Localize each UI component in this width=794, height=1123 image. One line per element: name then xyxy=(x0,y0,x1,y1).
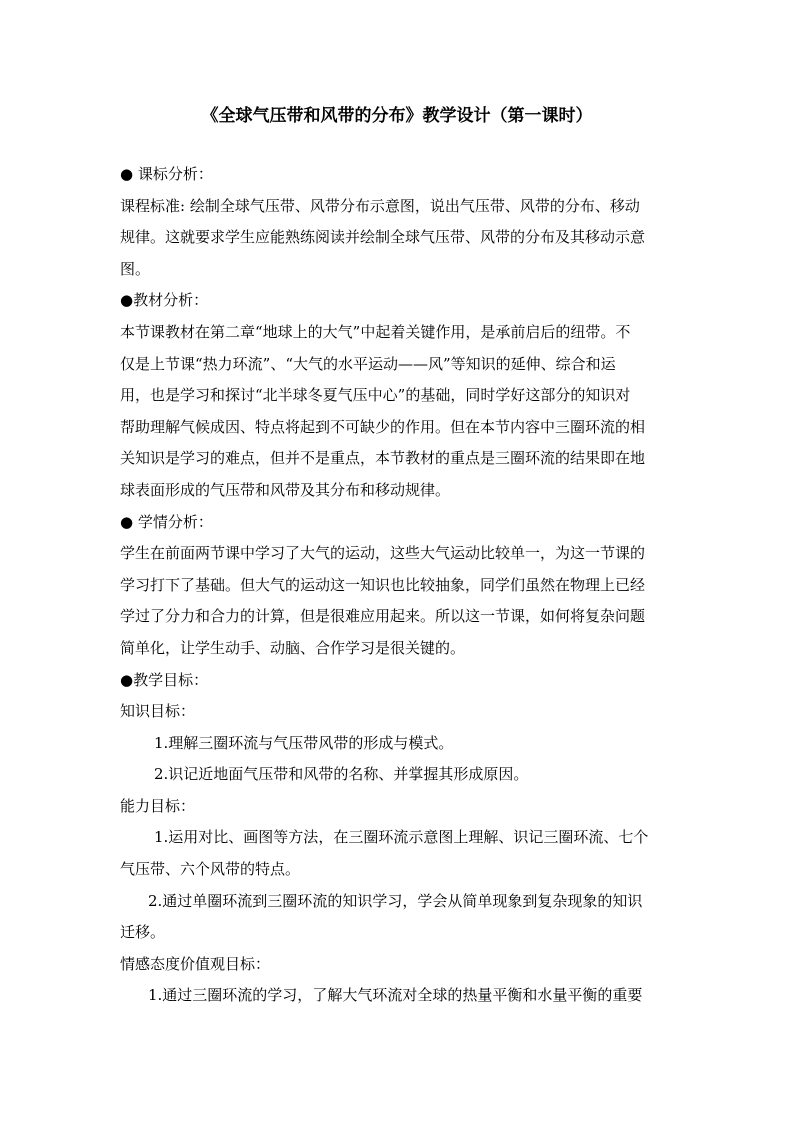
paragraph-line: 课程标准: 绘制全球气压带、风带分布示意图，说出气压带、风带的分布、移动 xyxy=(120,196,640,215)
subheading-values: 情感态度价值观目标： xyxy=(120,954,271,973)
paragraph-line: 图。 xyxy=(120,259,151,278)
paragraph-line: 仅是上节课“热力环流”、“大气的水平运动——风”等知识的延伸、综合和运 xyxy=(120,354,616,373)
paragraph-line: 简单化，让学生动手、动脑、合作学习是很关键的。 xyxy=(120,638,466,657)
subheading-ability: 能力目标： xyxy=(120,796,196,815)
list-item: 1.通过三圈环流的学习，了解大气环流对全球的热量平衡和水量平衡的重要 xyxy=(148,986,643,1005)
list-item: 1.理解三圈环流与气压带风带的形成与模式。 xyxy=(154,733,454,752)
list-item: 1.运用对比、画图等方法，在三圈环流示意图上理解、识记三圈环流、七个 xyxy=(154,828,649,847)
list-item: 2.通过单圈环流到三圈环流的知识学习，学会从简单现象到复杂现象的知识 xyxy=(148,891,643,910)
paragraph-line: 关知识是学习的难点，但并不是重点，本节教材的重点是三圈环流的结果即在地 xyxy=(120,449,646,468)
subheading-knowledge: 知识目标： xyxy=(120,702,196,721)
document-body xyxy=(120,159,678,1012)
paragraph-line: 本节课教材在第二章“地球上的大气”中起着关键作用，是承前启后的纽带。不 xyxy=(120,322,631,341)
document-title: 《全球气压带和风带的分布》教学设计（第一课时） xyxy=(201,106,593,126)
section-heading-objectives: ●教学目标： xyxy=(120,670,209,689)
paragraph-line: 帮助理解气候成因、特点将起到不可缺少的作用。但在本节内容中三圈环流的相 xyxy=(120,417,646,436)
list-item: 2.识记近地面气压带和风带的名称、并掌握其形成原因。 xyxy=(154,765,529,784)
paragraph-line: 学过了分力和合力的计算，但是很难应用起来。所以这一节课，如何将复杂问题 xyxy=(120,607,646,626)
section-heading-textbook: ●教材分析： xyxy=(120,291,209,310)
paragraph-line: 规律。这就要求学生应能熟练阅读并绘制全球气压带、风带的分布及其移动示意 xyxy=(120,228,646,247)
section-heading-students: ● 学情分析： xyxy=(120,512,213,531)
paragraph-line: 球表面形成的气压带和风带及其分布和移动规律。 xyxy=(120,480,451,499)
paragraph-line: 迁移。 xyxy=(120,923,166,942)
paragraph-line: 气压带、六个风带的特点。 xyxy=(120,860,301,879)
paragraph-line: 用，也是学习和探讨“北半球冬夏气压中心”的基础，同时学好这部分的知识对 xyxy=(120,386,631,405)
paragraph-line: 学习打下了基础。但大气的运动这一知识也比较抽象，同学们虽然在物理上已经 xyxy=(120,575,646,594)
section-heading-curriculum: ● 课标分析： xyxy=(120,165,213,183)
paragraph-line: 学生在前面两节课中学习了大气的运动，这些大气运动比较单一，为这一节课的 xyxy=(120,544,646,563)
